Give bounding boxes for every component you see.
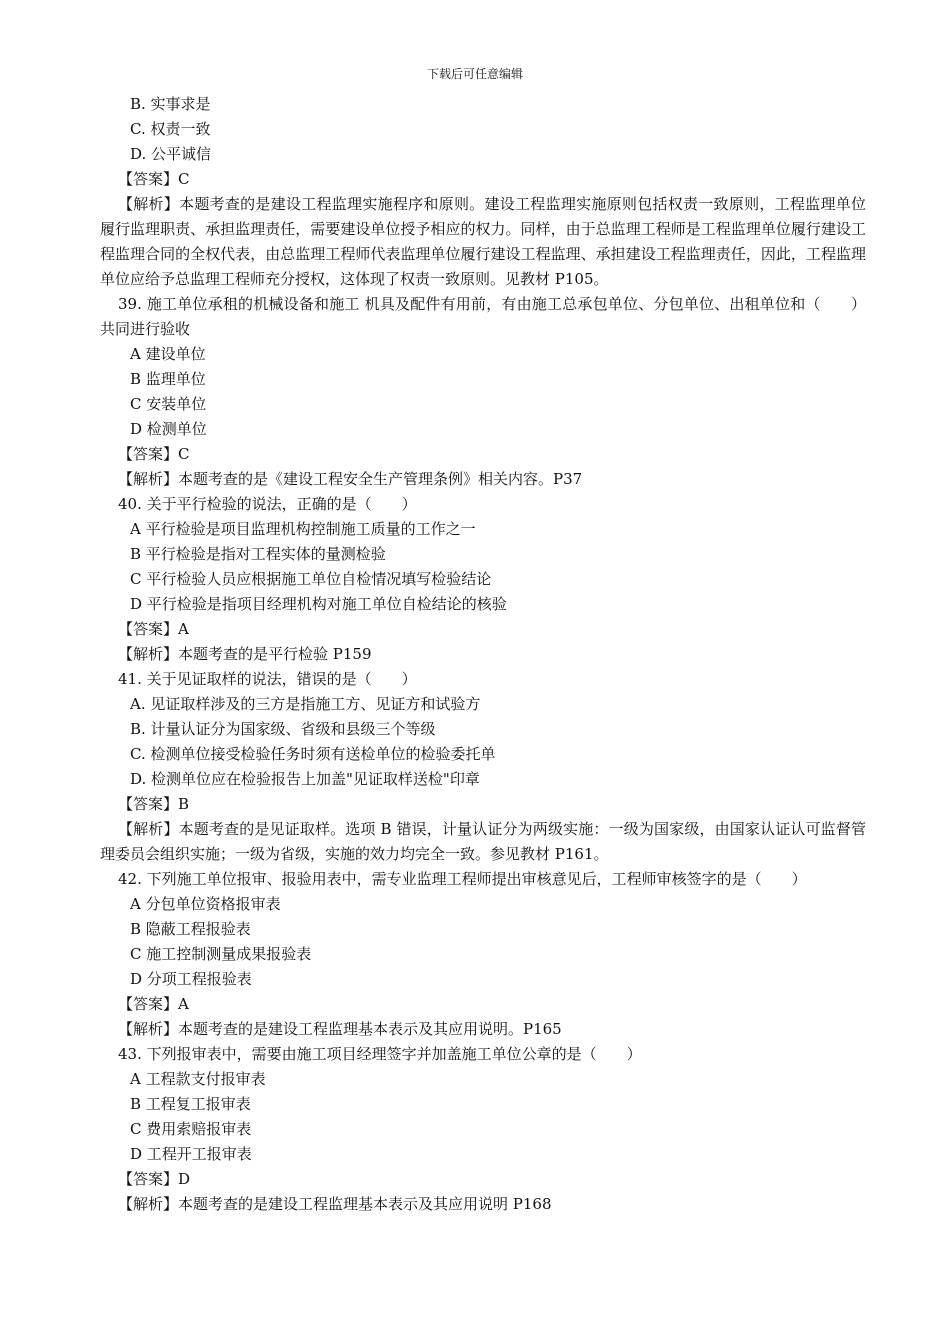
q39-option-c: C 安装单位 [130,395,207,413]
q41-answer: 【答案】B [118,795,190,813]
q40-analysis: 【解析】本题考查的是平行检验 P159 [118,645,372,663]
q41-option-d: D. 检测单位应在检验报告上加盖"见证取样送检"印章 [130,770,480,788]
page-header: 下载后可任意编辑 [426,67,523,81]
q43-analysis: 【解析】本题考查的是建设工程监理基本表示及其应用说明 P168 [118,1195,552,1213]
q40-answer: 【答案】A [118,620,189,638]
q41-analysis: 【解析】本题考查的是见证取样。选项 B 错误，计量认证分为两级实施：一级为国家级，由国家认证认可监督管理委员会组织实施；一级为省级，实施的效力均完全一致。参见教材 P161。 [100,820,866,863]
q38-analysis: 【解析】本题考查的是建设工程监理实施程序和原则。建设工程监理实施原则包括权责一致原则，工程监理单位履行监理职责、承担监理责任，需要建设单位授予相应的权力。同样，由于总监理工程师是工程监理单位履行建设工程监理合同的全权代表，由总监理工程师代表监理单位履行建设工程监理、承担建设工程监理责任，因此，工程监理单位应给予总监理工程师充分授权，这体现了权责一致原则。见教材 P105。 [100,195,866,288]
q40-stem: 40. 关于平行检验的说法，正确的是（ ） [118,495,417,513]
q43-option-a: A 工程款支付报审表 [130,1070,266,1088]
q43-stem: 43. 下列报审表中，需要由施工项目经理签字并加盖施工单位公章的是（ ） [118,1045,642,1063]
q43-option-c: C 费用索赔报审表 [130,1120,252,1138]
q42-stem: 42. 下列施工单位报审、报验用表中，需专业监理工程师提出审核意见后，工程师审核签字的是（ ） [118,870,807,888]
q42-option-d: D 分项工程报验表 [130,970,252,988]
q40-option-b: B 平行检验是指对工程实体的量测检验 [130,545,386,563]
q39-option-a: A 建设单位 [130,345,206,363]
q38-option-b: B. 实事求是 [130,95,211,113]
q42-option-a: A 分包单位资格报审表 [130,895,281,913]
q42-answer: 【答案】A [118,995,189,1013]
q38-option-d: D. 公平诚信 [130,145,212,163]
q42-option-b: B 隐蔽工程报验表 [130,920,251,938]
q39-answer: 【答案】C [118,445,190,463]
q40-option-c: C 平行检验人员应根据施工单位自检情况填写检验结论 [130,570,492,588]
q42-option-c: C 施工控制测量成果报验表 [130,945,312,963]
q41-stem: 41. 关于见证取样的说法，错误的是（ ） [118,670,417,688]
q42-analysis: 【解析】本题考查的是建设工程监理基本表示及其应用说明。P165 [118,1020,562,1038]
q39-option-b: B 监理单位 [130,370,206,388]
q41-option-b: B. 计量认证分为国家级、省级和县级三个等级 [130,720,436,738]
q39-analysis: 【解析】本题考查的是《建设工程安全生产管理条例》相关内容。P37 [118,470,583,488]
q40-option-d: D 平行检验是指项目经理机构对施工单位自检结论的核验 [130,595,507,613]
q38-option-c: C. 权责一致 [130,120,211,138]
q43-option-d: D 工程开工报审表 [130,1145,252,1163]
q40-option-a: A 平行检验是项目监理机构控制施工质量的工作之一 [130,520,476,538]
q41-option-c: C. 检测单位接受检验任务时须有送检单位的检验委托单 [130,745,496,763]
q39-stem: 39. 施工单位承租的机械设备和施工 机具及配件有用前，有由施工总承包单位、分包单位、出租单位和（ ）共同进行验收 [100,295,866,338]
q43-option-b: B 工程复工报审表 [130,1095,251,1113]
q43-answer: 【答案】D [118,1170,191,1188]
q38-answer: 【答案】C [118,170,190,188]
document-body [100,92,866,1217]
q39-option-d: D 检测单位 [130,420,207,438]
q41-option-a: A. 见证取样涉及的三方是指施工方、见证方和试验方 [130,695,481,713]
